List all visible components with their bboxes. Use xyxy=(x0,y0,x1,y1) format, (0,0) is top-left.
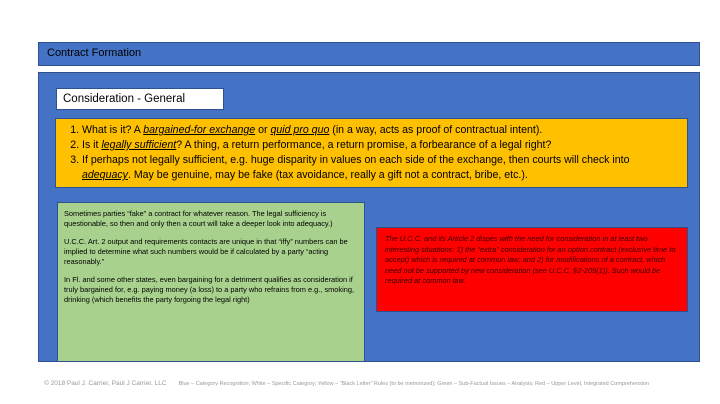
footer xyxy=(44,380,694,387)
term: adequacy xyxy=(82,169,128,181)
copyright: © 2018 Paul J. Carrier, Paul J Carrier, LLC xyxy=(44,380,167,387)
text: If perhaps not legally sufficient, e.g. huge disparity in values on each side of the exchange, then courts will check into xyxy=(82,154,630,166)
analysis-paragraph: U.C.C. Art. 2 output and requirements contacts are unique in that “iffy” numbers can be implied to determine what such numbers would be if calculated by a party “acting reasonably.” xyxy=(64,237,348,266)
rule-item-2 xyxy=(82,138,679,153)
subtitle-box xyxy=(56,88,224,110)
text: or xyxy=(255,124,271,136)
color-legend: Blue – Category Recognition; White – Specific Category; Yellow – “Black Letter” Rules (to be memorized); Green – Sub-Factual Issues – Analysis; Red – Upper Level, Integrated Comprehension xyxy=(178,381,650,387)
slide-title: Contract Formation xyxy=(47,47,142,59)
term: bargained-for exchange xyxy=(143,124,256,136)
rules-box xyxy=(55,118,688,188)
rule-item-3 xyxy=(82,153,679,183)
text: (in a way, acts as proof of contractual intent). xyxy=(329,124,543,136)
comprehension-box xyxy=(376,227,688,312)
comprehension-text: The U.C.C. and its Article 2 dispes with the need for consideration in at least two interesting situations: 1) the “extra” consideration for an option contract (exclusive time to accept) which is required at common law; and 2) for modifications of a contract, which need not be supported by new consideration (see U.C.C. §2-209(1)). Such would be required at common law. xyxy=(385,234,676,285)
term: quid pro quo xyxy=(270,124,330,136)
analysis-paragraph: Sometimes parties “fake” a contract for whatever reason. The legal sufficiency is questionable, so then and only then a court will take a deeper look into adequacy.) xyxy=(64,209,333,228)
text: ? A thing, a return performance, a return promise, a forbearance of a legal right? xyxy=(176,139,552,151)
rule-item-1 xyxy=(82,123,679,138)
text: What is it? A xyxy=(82,124,144,136)
analysis-paragraph: In Fl. and some other states, even bargaining for a detriment qualifies as consideration if truly bargained for, e.g. paying money (a loss) to a party who refrains from e.g., smoking, drinking (which benefits the party forgoing the legal right) xyxy=(64,275,355,304)
text: . May be genuine, may be fake (tax avoidance, really a gift not a contract, bribe, etc.). xyxy=(127,169,528,181)
text: Is it xyxy=(82,139,102,151)
slide-title-bar xyxy=(38,42,700,66)
analysis-box xyxy=(57,202,365,362)
term: legally sufficient xyxy=(101,139,177,151)
subtitle: Consideration - General xyxy=(63,93,186,105)
